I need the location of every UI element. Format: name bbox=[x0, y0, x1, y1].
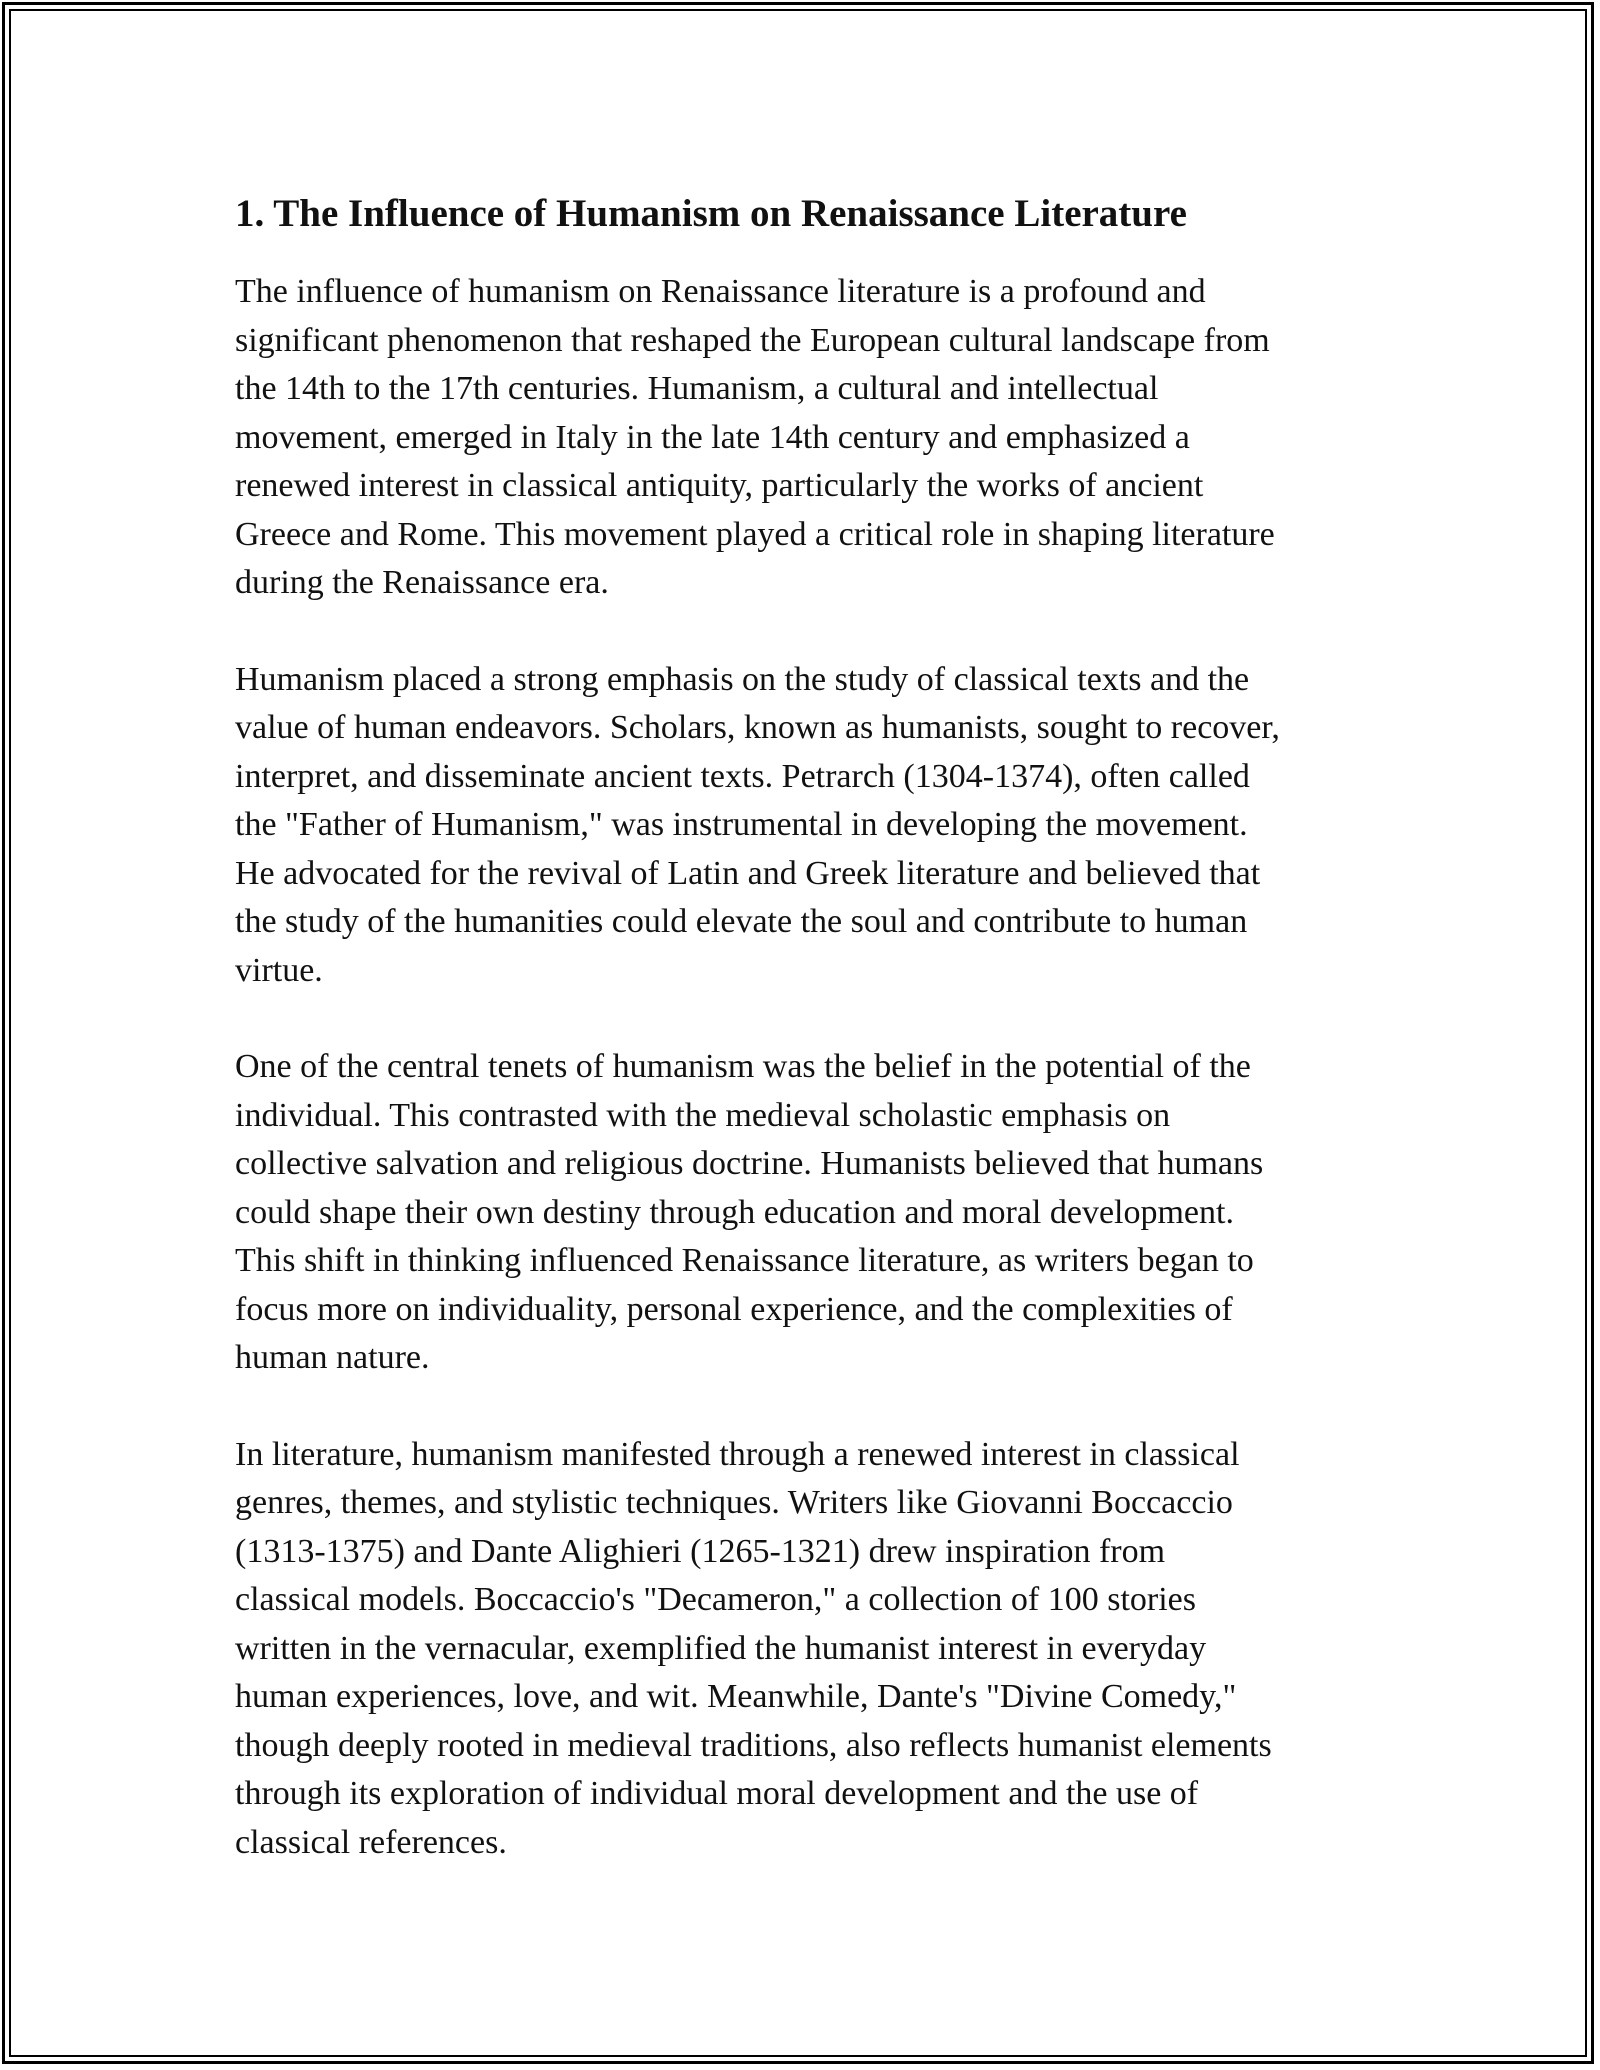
paragraph-line: One of the central tenets of humanism was the belief in the potential of the bbox=[235, 1048, 1251, 1085]
paragraph-line: (1313-1375) and Dante Alighieri (1265-1321) drew inspiration from bbox=[235, 1532, 1166, 1570]
paragraph bbox=[235, 1043, 1375, 1383]
paragraph-line: written in the vernacular, exemplified the humanist interest in everyday bbox=[235, 1629, 1207, 1667]
document-body bbox=[235, 188, 1375, 1915]
paragraph-line: In literature, humanism manifested through a renewed interest in classical bbox=[235, 1435, 1240, 1473]
paragraph-line: could shape their own destiny through education and moral development. bbox=[235, 1193, 1234, 1231]
paragraph-line: classical models. Boccaccio's "Decameron," a collection of 100 stories bbox=[235, 1581, 1196, 1618]
paragraph-line: renewed interest in classical antiquity, particularly the works of ancient bbox=[235, 467, 1204, 504]
paragraph-line: through its exploration of individual moral development and the use of bbox=[235, 1775, 1199, 1812]
paragraph-line: The influence of humanism on Renaissance literature is a profound and bbox=[235, 273, 1206, 310]
paragraph-line: He advocated for the revival of Latin and Greek literature and believed that bbox=[235, 854, 1261, 892]
paragraph-line: virtue. bbox=[235, 951, 323, 989]
paragraph-line: focus more on individuality, personal experience, and the complexities of bbox=[235, 1290, 1233, 1328]
paragraph-line: value of human endeavors. Scholars, known as humanists, sought to recover, bbox=[235, 709, 1280, 746]
paragraph-line: Greece and Rome. This movement played a critical role in shaping literature bbox=[235, 515, 1275, 553]
paragraph bbox=[235, 656, 1375, 996]
paragraph-line: genres, themes, and stylistic techniques. Writers like Giovanni Boccaccio bbox=[235, 1484, 1233, 1521]
paragraph-line: the study of the humanities could elevate the soul and contribute to human bbox=[235, 903, 1248, 940]
paragraph-line: classical references. bbox=[235, 1823, 507, 1861]
paragraph bbox=[235, 1431, 1375, 1868]
paragraph-line: the 14th to the 17th centuries. Humanism, a cultural and intellectual bbox=[235, 370, 1159, 407]
paragraph-line: the "Father of Humanism," was instrumental in developing the movement. bbox=[235, 806, 1248, 843]
section-heading: 1. The Influence of Humanism on Renaissance Literature bbox=[235, 192, 1187, 235]
paragraph-line: human nature. bbox=[235, 1339, 430, 1376]
paragraph-line: significant phenomenon that reshaped the European cultural landscape from bbox=[235, 321, 1270, 359]
paragraph-line: human experiences, love, and wit. Meanwhile, Dante's "Divine Comedy," bbox=[235, 1678, 1237, 1715]
paragraph-line: individual. This contrasted with the medieval scholastic emphasis on bbox=[235, 1096, 1171, 1134]
paragraph-list bbox=[235, 268, 1375, 1867]
paragraph-line: Humanism placed a strong emphasis on the study of classical texts and the bbox=[235, 660, 1250, 698]
paragraph bbox=[235, 268, 1375, 608]
paragraph-line: collective salvation and religious doctrine. Humanists believed that humans bbox=[235, 1145, 1264, 1182]
paragraph-line: though deeply rooted in medieval traditions, also reflects humanist elements bbox=[235, 1726, 1272, 1764]
paragraph-line: This shift in thinking influenced Renaissance literature, as writers began to bbox=[235, 1242, 1254, 1279]
paragraph-line: during the Renaissance era. bbox=[235, 564, 609, 601]
paragraph-line: movement, emerged in Italy in the late 14th century and emphasized a bbox=[235, 418, 1190, 456]
paragraph-line: interpret, and disseminate ancient texts. Petrarch (1304-1374), often called bbox=[235, 757, 1250, 795]
